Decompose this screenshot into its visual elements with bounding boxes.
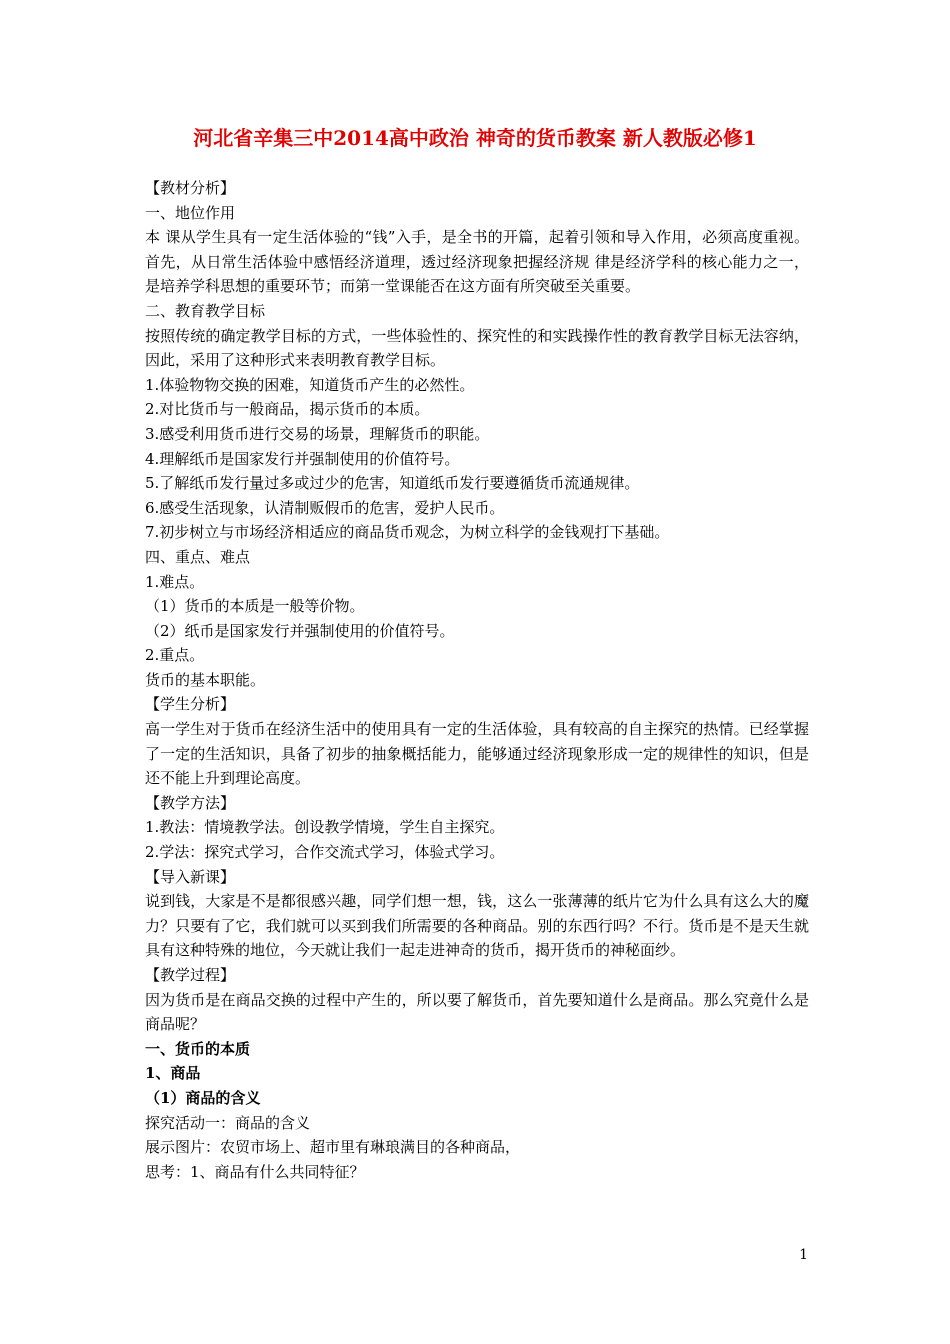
paragraph-introduction: 说到钱，大家是不是都很感兴趣，同学们想一想，钱，这么一张薄薄的纸片它为什么具有这么大的魔力？只要有了它，我们就可以买到我们所需要的各种商品。别的东西行吗？不行。货币是不是天生就具有这种特殊的地位，今天就让我们一起走进神奇的货币，揭开货币的神秘面纱。 — [145, 892, 809, 960]
method-item-2: 2.学法：探究式学习，合作交流式学习，体验式学习。 — [145, 843, 505, 862]
display-line: 展示图片：农贸市场上、超市里有琳琅满目的各种商品， — [145, 1138, 521, 1157]
subheading-position-role: 一、地位作用 — [145, 203, 236, 222]
document-body — [145, 176, 809, 1184]
goal-item-1: 1.体验物物交换的困难，知道货币产生的必然性。 — [145, 375, 475, 394]
subheading-key-points: 四、重点、难点 — [145, 547, 251, 566]
section-heading-student-analysis: 【学生分析】 — [145, 695, 236, 714]
key-point-heading: 2.重点。 — [145, 646, 205, 665]
difficulty-item-1: （1）货币的本质是一般等价物。 — [145, 597, 365, 616]
paragraph-teaching-goals: 按照传统的确定教学目标的方式，一些体验性的、探究性的和实践操作性的教育教学目标无法容纳，因此，采用了这种形式来表明教育教学目标。 — [145, 326, 809, 370]
paragraph-position-role: 本 课从学生具有一定生活体验的“钱”入手，是全书的开篇，起着引领和导入作用，必须高度重视。首先，从日常生活体验中感悟经济道理，透过经济现象把握经济规 律是经济学科的核心能力之一，是培养学科思想的重要环节；而第一堂课能否在这方面有所突破至关重要。 — [145, 228, 809, 296]
section-heading-teaching-methods: 【教学方法】 — [145, 793, 236, 812]
page-number: 1 — [799, 1247, 808, 1263]
key-point-item: 货币的基本职能。 — [145, 670, 266, 689]
heading-commodity-meaning: （1）商品的含义 — [145, 1088, 261, 1107]
section-heading-textbook-analysis: 【教材分析】 — [145, 179, 236, 197]
goal-item-5: 5.了解纸币发行量过多或过少的危害，知道纸币发行要遵循货币流通规律。 — [145, 474, 640, 493]
thinking-line: 思考：1、商品有什么共同特征？ — [145, 1162, 365, 1181]
subheading-teaching-goals: 二、教育教学目标 — [145, 301, 266, 320]
goal-item-7: 7.初步树立与市场经济相适应的商品货币观念，为树立科学的金钱观打下基础。 — [145, 523, 670, 542]
heading-commodity: 1、商品 — [145, 1064, 201, 1083]
difficulty-item-2: （2）纸币是国家发行并强制使用的价值符号。 — [145, 621, 455, 640]
document-title: 河北省辛集三中2014高中政治 神奇的货币教案 新人教版必修1 — [193, 126, 757, 150]
goal-item-2: 2.对比货币与一般商品，揭示货币的本质。 — [145, 400, 430, 419]
goal-item-4: 4.理解纸币是国家发行并强制使用的价值符号。 — [145, 449, 460, 468]
method-item-1: 1.教法：情境教学法。创设教学情境，学生自主探究。 — [145, 818, 505, 837]
difficulty-heading: 1.难点。 — [145, 572, 205, 591]
section-heading-introduction: 【导入新课】 — [145, 867, 236, 886]
paragraph-teaching-process: 因为货币是在商品交换的过程中产生的，所以要了解货币，首先要知道什么是商品。那么究竟什么是商品呢？ — [145, 990, 809, 1034]
section-heading-teaching-process: 【教学过程】 — [145, 966, 236, 984]
goal-item-3: 3.感受利用货币进行交易的场景，理解货币的职能。 — [145, 424, 490, 443]
paragraph-student-analysis: 高一学生对于货币在经济生活中的使用具有一定的生活体验，具有较高的自主探究的热情。已经掌握了一定的生活知识，具备了初步的抽象概括能力，能够通过经济现象形成一定的规律性的知识，但是还不能上升到理论高度。 — [145, 720, 809, 788]
heading-essence-of-money: 一、货币的本质 — [145, 1039, 251, 1058]
activity-line: 探究活动一：商品的含义 — [145, 1113, 311, 1132]
goal-item-6: 6.感受生活现象，认清制贩假币的危害，爱护人民币。 — [145, 498, 505, 517]
